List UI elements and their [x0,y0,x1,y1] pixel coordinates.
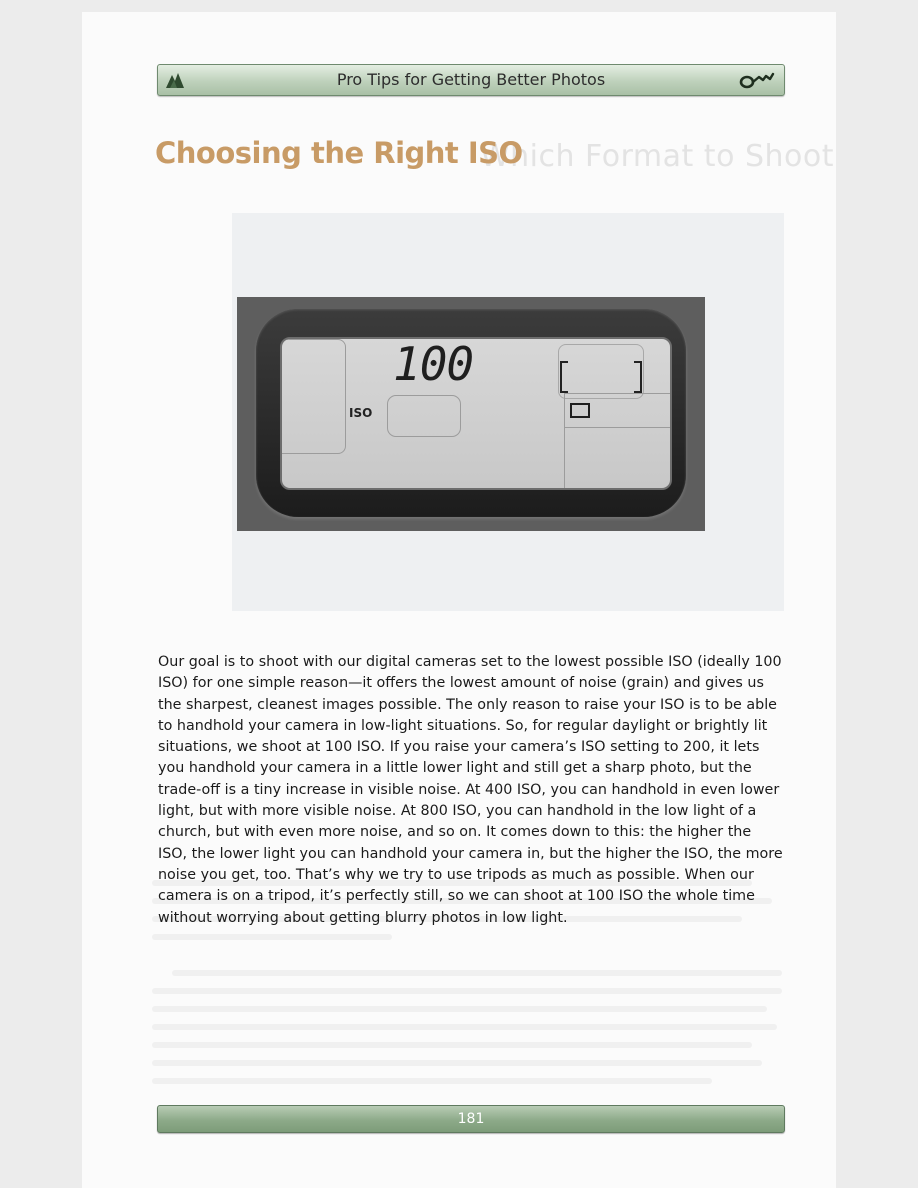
key-icon [738,72,776,94]
frame-icon [570,403,590,418]
lcd-bracket-left [560,361,568,393]
running-header [157,64,785,96]
header-title: Pro Tips for Getting Better Photos [336,70,606,89]
lcd-divider [564,427,672,428]
lcd-bracket-right [634,361,642,393]
lcd-left-segment [280,339,346,454]
lcd-bezel [256,309,686,517]
camera-lcd-photo [237,297,705,531]
section-title: Choosing the Right ISO [155,136,523,170]
lcd-right-segment [558,344,644,399]
bleed-through-title: Which Format to Shoot [480,139,834,174]
lcd-iso-box [387,395,461,437]
body-paragraph: Our goal is to shoot with our digital cameras set to the lowest possible ISO (ideally 100 ISO) for one simple reason—it offers the lowest amount of noise (grain) and gives us the sharpest, cleanest images possible. The only reason to raise your ISO is to be able to handhold your camera in low-light situations. So, for regular daylight or brightly lit situations, we shoot at 100 ISO. If you raise your camera’s ISO setting to 200, it lets you handhold your camera in a little lower light and still get a sharp photo, but the trade-off is a tiny increase in visible noise. At 400 ISO, you can handhold in even lower light, but with more visible noise. At 800 ISO, you can handhold in the low light of a church, but with even more noise, and so on. It comes down to this: the higher the ISO, the lower light you can handhold your camera in, but the higher the ISO, the more noise you get, too. That’s why we try to use tripods as much as possible. When our camera is on a tripod, it’s perfectly still, so we can shoot at 100 ISO the whole time without worrying about getting blurry photos in low light. [158,654,783,926]
lcd-iso-label: ISO [349,406,373,420]
page-footer [157,1105,785,1133]
lcd-iso-value: 100 [393,337,474,391]
lcd-screen [280,337,672,490]
page-number: 181 [457,1111,485,1127]
